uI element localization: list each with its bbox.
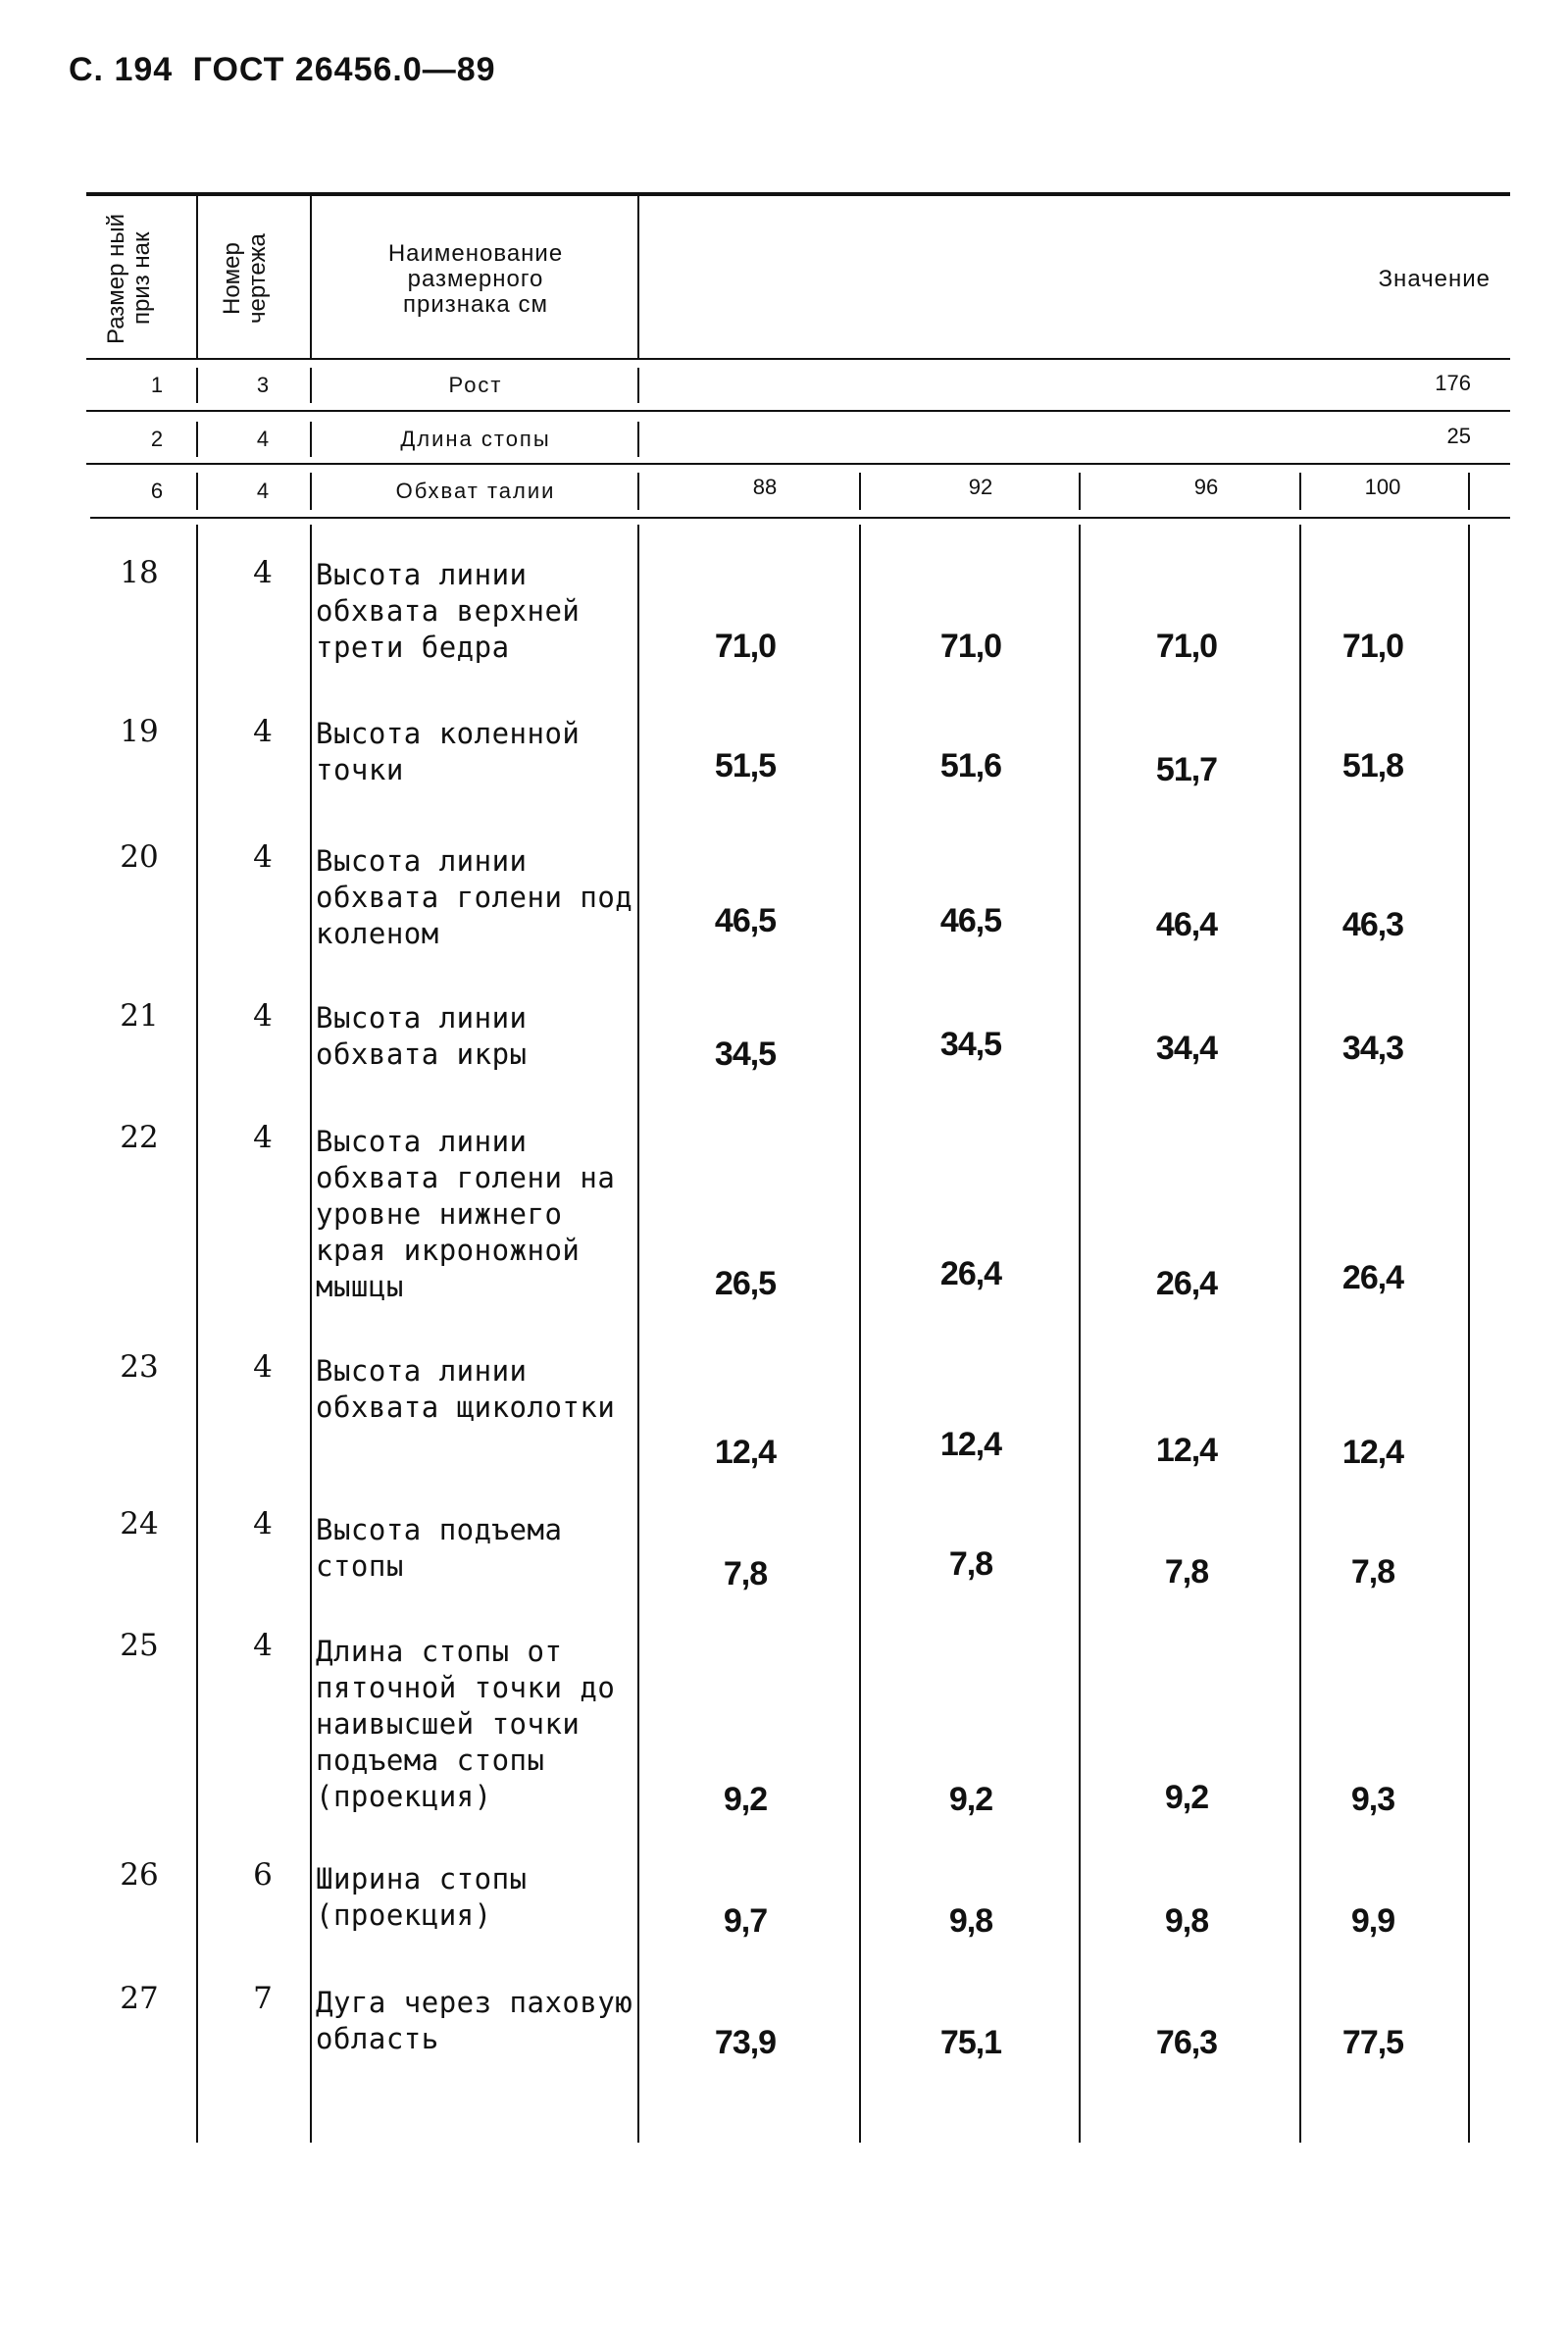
row-value: 51,8 (1341, 747, 1404, 784)
col-divider (196, 473, 198, 510)
row2-bottom-rule (86, 463, 1510, 465)
row2-drawing: 4 (256, 427, 270, 451)
header-drawing-number: Номер чертежа (219, 233, 271, 324)
table-top-rule (86, 192, 1510, 196)
row-name: Высота линии обхвата верхней трети бедра (316, 558, 581, 664)
row-feature: 22 (120, 1120, 159, 1155)
row-name: Высота коленной точки (316, 717, 581, 786)
col-divider (1468, 473, 1470, 510)
row-value: 12,4 (1155, 1432, 1218, 1469)
row-value: 46,3 (1341, 906, 1404, 943)
col-divider (310, 422, 312, 457)
row-drawing: 4 (253, 998, 273, 1034)
row-name: Высота линии обхвата голени на уровне нижнего края икроножной мышцы (316, 1125, 616, 1303)
row-value: 9,8 (948, 1902, 993, 1940)
row1-name: Рост (448, 373, 503, 397)
row-feature: 26 (120, 1857, 159, 1893)
row-value: 34,4 (1155, 1030, 1218, 1067)
row-feature: 27 (120, 1981, 159, 2016)
col-divider (1079, 525, 1081, 2143)
row-name: Дуга через паховую область (316, 1986, 633, 2055)
row1-feature: 1 (150, 373, 164, 397)
col-divider (310, 196, 312, 358)
row-value: 7,8 (1350, 1553, 1395, 1591)
row2-feature: 2 (150, 427, 164, 451)
col-divider (196, 196, 198, 358)
row-value: 9,9 (1350, 1902, 1395, 1940)
row-drawing: 4 (253, 1506, 273, 1542)
col-divider (637, 422, 639, 457)
row1-bottom-rule (86, 410, 1510, 412)
row-name: Высота линии обхвата икры (316, 1001, 528, 1071)
row-value: 9,7 (723, 1902, 768, 1940)
header-bottom-rule (86, 358, 1510, 360)
row-value: 26,4 (1155, 1265, 1218, 1302)
girth-feature: 6 (150, 479, 164, 503)
col-divider (1468, 525, 1470, 2143)
row-value: 7,8 (948, 1545, 993, 1583)
row-value: 9,8 (1164, 1902, 1209, 1940)
row-drawing: 4 (253, 1120, 273, 1155)
row-name: Длина стопы от пяточной точки до наивысшей точки подъема стопы (проекция) (316, 1635, 616, 1813)
row-value: 71,0 (714, 628, 777, 665)
standard-code: ГОСТ 26456.0—89 (192, 51, 496, 88)
row-value: 34,5 (714, 1036, 777, 1073)
row-value: 12,4 (714, 1434, 777, 1471)
row-value: 7,8 (1164, 1553, 1209, 1591)
row-value: 9,2 (948, 1781, 993, 1818)
row-value: 76,3 (1155, 2024, 1218, 2061)
row-drawing: 4 (253, 839, 273, 875)
row-name: Ширина стопы (проекция) (316, 1862, 528, 1932)
col-divider (1299, 473, 1301, 510)
row-value: 9,3 (1350, 1781, 1395, 1818)
col-divider (637, 368, 639, 403)
row2-name: Длина стопы (400, 427, 551, 451)
row-value: 46,4 (1155, 906, 1218, 943)
row-value: 51,6 (939, 747, 1002, 784)
row-value: 9,2 (1164, 1779, 1209, 1816)
col-divider (196, 525, 198, 2143)
row-value: 46,5 (939, 902, 1002, 939)
row-value: 77,5 (1341, 2024, 1404, 2061)
girth-value: 88 (752, 475, 778, 499)
row-value: 12,4 (939, 1426, 1002, 1463)
row-feature: 19 (120, 714, 159, 749)
girth-value: 92 (968, 475, 993, 499)
row-name: Высота линии обхвата голени под коленом (316, 844, 633, 950)
col-divider (196, 422, 198, 457)
col-divider (310, 525, 312, 2143)
row-value: 71,0 (939, 628, 1002, 665)
col-divider (310, 368, 312, 403)
row-value: 26,4 (1341, 1259, 1404, 1296)
row-drawing: 4 (253, 555, 273, 590)
page-number: С. 194 (69, 51, 174, 88)
row2-value: 25 (1446, 424, 1471, 448)
row-drawing: 4 (253, 1628, 273, 1663)
girth-drawing: 4 (256, 479, 270, 503)
row1-drawing: 3 (256, 373, 270, 397)
row-feature: 24 (120, 1506, 159, 1542)
header-value: Значение (1378, 266, 1491, 292)
col-divider (196, 368, 198, 403)
row-value: 34,5 (939, 1026, 1002, 1063)
col-divider (637, 473, 639, 510)
row-drawing: 4 (253, 1349, 273, 1385)
row-value: 73,9 (714, 2024, 777, 2061)
row-value: 7,8 (723, 1555, 768, 1592)
row-value: 34,3 (1341, 1030, 1404, 1067)
col-divider (1299, 525, 1301, 2143)
row1-value: 176 (1435, 371, 1471, 395)
row-value: 51,5 (714, 747, 777, 784)
girth-value: 96 (1193, 475, 1219, 499)
row-value: 75,1 (939, 2024, 1002, 2061)
row-feature: 20 (120, 839, 159, 875)
row-value: 46,5 (714, 902, 777, 939)
row-value: 71,0 (1341, 628, 1404, 665)
girth-bottom-rule (90, 517, 1510, 519)
col-divider (1079, 473, 1081, 510)
col-divider (859, 473, 861, 510)
row-name: Высота подъема стопы (316, 1513, 563, 1583)
row-drawing: 6 (253, 1857, 273, 1893)
girth-name: Обхват талии (395, 479, 556, 503)
row-drawing: 4 (253, 714, 273, 749)
page-header (69, 51, 506, 89)
col-divider (310, 473, 312, 510)
row-drawing: 7 (253, 1981, 273, 2016)
row-value: 51,7 (1155, 751, 1218, 788)
row-value: 26,5 (714, 1265, 777, 1302)
row-name: Высота линии обхвата щиколотки (316, 1354, 616, 1424)
row-feature: 23 (120, 1349, 159, 1385)
row-value: 26,4 (939, 1255, 1002, 1292)
header-feature-name: Наименование размерного признака см (387, 240, 564, 318)
col-divider (637, 196, 639, 358)
row-feature: 25 (120, 1628, 159, 1663)
row-value: 71,0 (1155, 628, 1218, 665)
header-size-feature: Размер ный приз нак (103, 213, 155, 344)
row-value: 12,4 (1341, 1434, 1404, 1471)
row-feature: 21 (120, 998, 159, 1034)
col-divider (859, 525, 861, 2143)
girth-value: 100 (1364, 475, 1401, 499)
row-value: 9,2 (723, 1781, 768, 1818)
row-feature: 18 (120, 555, 159, 590)
